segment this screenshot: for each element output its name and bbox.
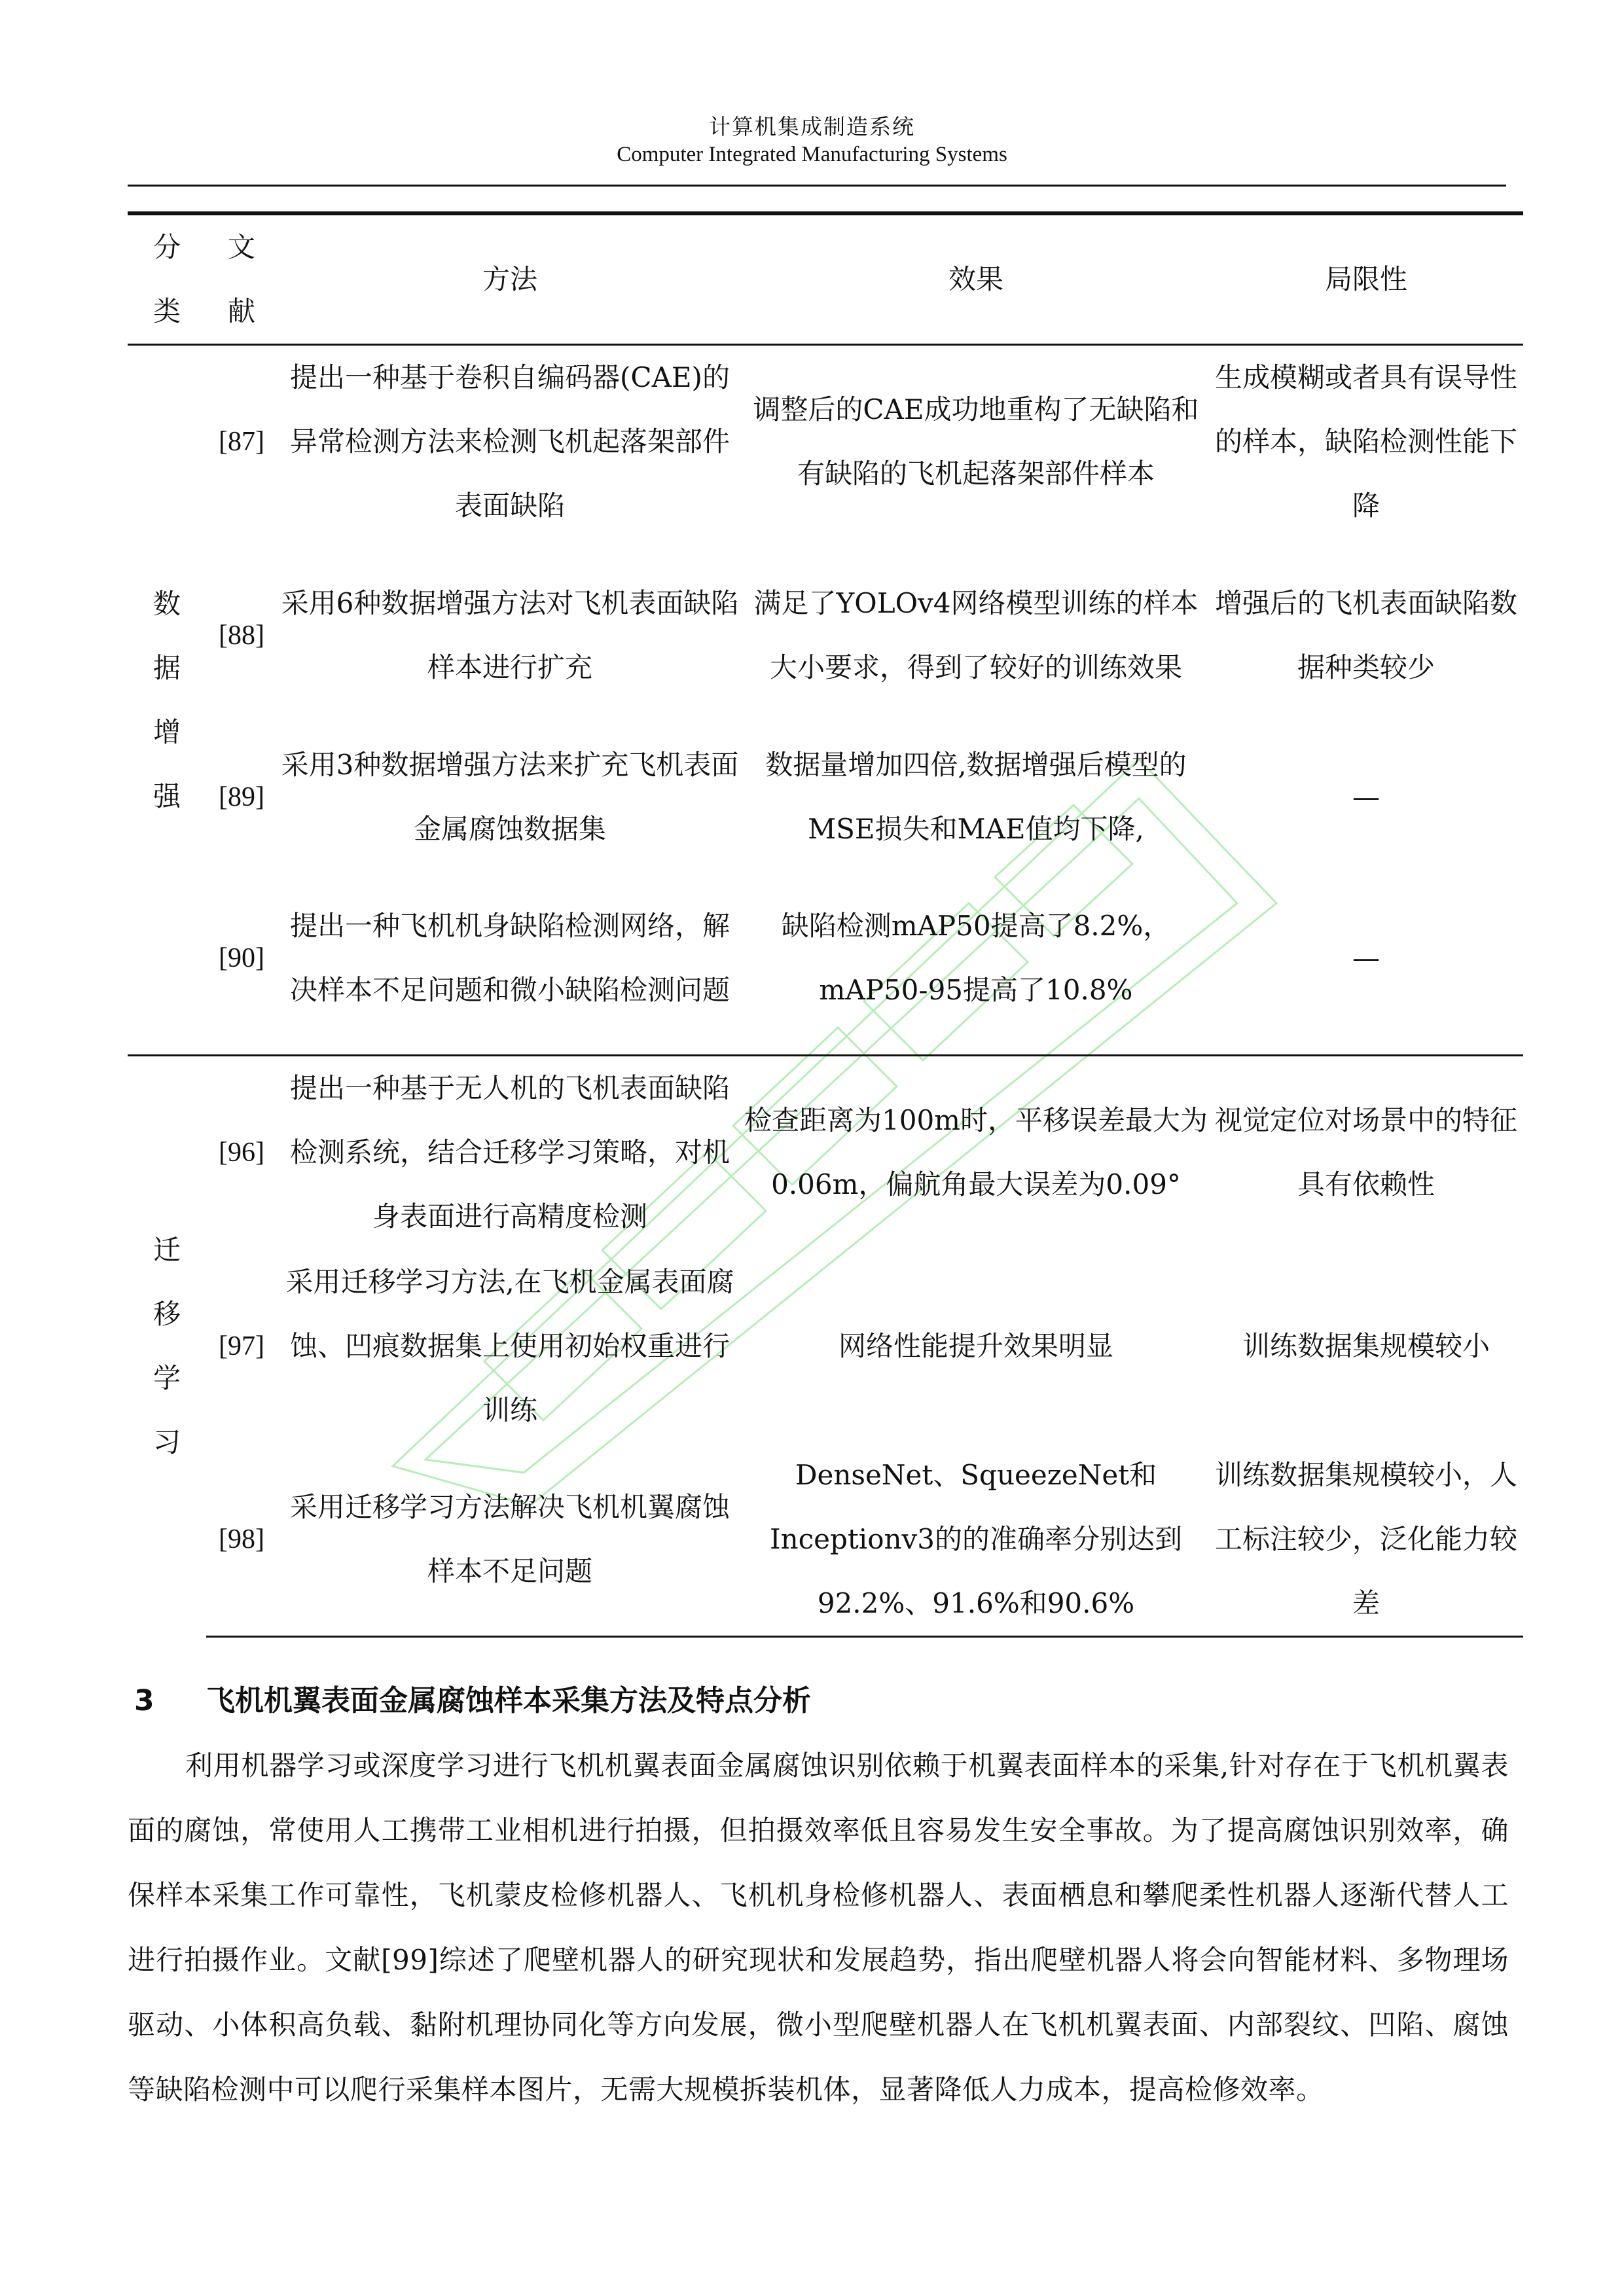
header-category: 分类 [153, 231, 181, 327]
method-cell: 采用3种数据增强方法来扩充飞机表面金属腐蚀数据集 [281, 748, 739, 845]
header-limitation: 局限性 [1324, 263, 1407, 295]
effect-cell: 数据量增加四倍,数据增强后模型的MSE损失和MAE值均下降, [765, 748, 1187, 845]
header-method: 方法 [482, 263, 537, 295]
category-cell: 数据增强 [153, 587, 181, 812]
limitation-cell: 训练数据集规模较小 [1242, 1329, 1490, 1362]
method-cell: 提出一种飞机机身缺陷检测网络，解决样本不足问题和微小缺陷检测问题 [289, 909, 730, 1006]
table-row [128, 862, 1523, 1056]
table-row [128, 539, 1523, 732]
ref-cell: [96] [206, 1056, 277, 1249]
category-cell: 迁移学习 [128, 1056, 206, 1637]
ref-cell: [97] [219, 1331, 264, 1361]
limitation-cell: 视觉定位对场景中的特征具有依赖性 [1209, 1056, 1523, 1249]
effect-cell: DenseNet、SqueezeNet和Inceptionv3的的准确率分别达到92.2%、91.6%和90.6% [743, 1443, 1209, 1637]
effect-cell: 网络性能提升效果明显 [838, 1329, 1113, 1362]
limitation-cell: 训练数据集规模较小，人工标注较少，泛化能力较差 [1209, 1443, 1523, 1637]
ref-cell: [87] [219, 427, 264, 457]
table-row [128, 1056, 1523, 1249]
section-number: 3 [134, 1684, 154, 1717]
comparison-table [128, 211, 1523, 1638]
header-effect: 效果 [948, 263, 1003, 295]
table-header-row [128, 213, 1523, 345]
table-row [128, 1443, 1523, 1637]
table-row [128, 345, 1523, 539]
table-row [128, 1249, 1523, 1443]
effect-cell: 检查距离为100m时，平移误差最大为0.06m，偏航角最大误差为0.09° [743, 1056, 1209, 1249]
journal-title-en: Computer Integrated Manufacturing Systems [617, 143, 1007, 166]
section-heading [134, 1677, 811, 1719]
limitation-cell: — [1352, 941, 1380, 974]
limitation-cell: 生成模糊或者具有误导性的样本，缺陷检测性能下降 [1214, 361, 1517, 522]
ref-cell: [89] [219, 781, 264, 812]
method-cell: 采用迁移学习方法,在飞机金属表面腐蚀、凹痕数据集上使用初始权重进行训练 [285, 1265, 734, 1426]
journal-title-cn: 计算机集成制造系统 [709, 114, 915, 139]
ref-cell: [98] [206, 1443, 277, 1637]
method-cell: 提出一种基于卷积自编码器(CAE)的异常检测方法来检测飞机起落架部件表面缺陷 [289, 361, 730, 522]
method-cell: 采用迁移学习方法解决飞机机翼腐蚀样本不足问题 [277, 1443, 743, 1637]
method-cell: 采用6种数据增强方法对飞机表面缺陷样本进行扩充 [281, 586, 739, 683]
limitation-cell: — [1352, 780, 1380, 813]
effect-cell: 满足了YOLOv4网络模型训练的样本大小要求，得到了较好的训练效果 [753, 586, 1199, 683]
effect-cell: 缺陷检测mAP50提高了8.2%，mAP50-95提高了10.8% [781, 909, 1171, 1006]
table-row [128, 732, 1523, 862]
effect-cell: 调整后的CAE成功地重构了无缺陷和有缺陷的飞机起落架部件样本 [753, 393, 1199, 490]
header-rule [128, 185, 1506, 187]
body-paragraph: 利用机器学习或深度学习进行飞机机翼表面金属腐蚀识别依赖于机翼表面样本的采集,针对存在于飞机机翼表面的腐蚀，常使用人工携带工业相机进行拍摄，但拍摄效率低且容易发生安全事故。为了提高腐蚀识别效率，确保样本采集工作可靠性，飞机蒙皮检修机器人、飞机机身检修机器人、表面栖息和攀爬柔性机器人逐渐代替人工进行拍摄作业。文献[99]综述了爬壁机器人的研究现状和发展趋势，指出爬壁机器人将会向智能材料、多物理场驱动、小体积高负载、黏附机理协同化等方向发展，微小型爬壁机器人在飞机机翼表面、内部裂纹、凹陷、腐蚀等缺陷检测中可以爬行采集样本图片，无需大规模拆装机体，显著降低人力成本，提高检修效率。 [128, 1749, 1509, 2106]
limitation-cell: 增强后的飞机表面缺陷数据种类较少 [1214, 586, 1517, 683]
ref-cell: [90] [219, 942, 264, 973]
method-cell: 提出一种基于无人机的飞机表面缺陷检测系统，结合迁移学习策略，对机身表面进行高精度检测 [277, 1056, 743, 1249]
header-ref: 文献 [227, 231, 255, 327]
ref-cell: [88] [219, 620, 264, 651]
section-title: 飞机机翼表面金属腐蚀样本采集方法及特点分析 [206, 1684, 811, 1717]
